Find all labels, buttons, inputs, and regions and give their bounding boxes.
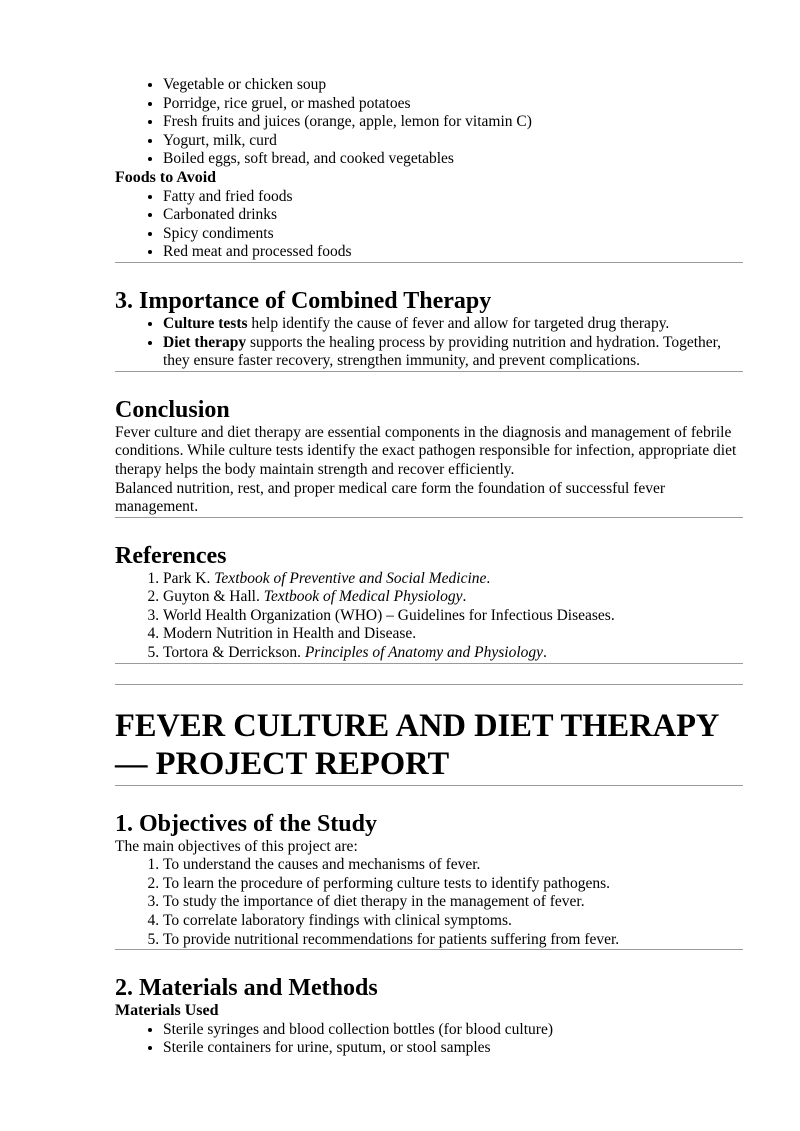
reference-author: Guyton & Hall. — [163, 588, 264, 606]
bold-term: Diet therapy — [163, 333, 247, 351]
materials-used-heading: Materials Used — [115, 1002, 219, 1020]
list-item: • Yogurt, milk, curd — [163, 132, 743, 151]
list-item: • Spicy condiments — [163, 225, 743, 244]
foods-to-eat-list — [115, 76, 743, 169]
reference-suffix: . — [543, 644, 547, 662]
list-item: • Carbonated drinks — [163, 206, 743, 225]
reference-suffix: . — [486, 569, 491, 587]
reference-author: Park K. — [163, 569, 215, 587]
list-item: 2. To learn the procedure of performing culture tests to identify pathogens. — [163, 875, 743, 894]
objectives-list — [115, 856, 743, 949]
foods-to-avoid-heading: Foods to Avoid — [115, 168, 217, 186]
list-item: 5. To provide nutritional recommendations for patients suffering from fever. — [163, 931, 743, 950]
list-item: • Vegetable or chicken soup — [163, 76, 743, 95]
list-item — [163, 334, 743, 371]
item-text: help identify the cause of fever and allow for targeted drug therapy. — [247, 314, 670, 332]
list-item: • Fresh fruits and juices (orange, apple, lemon for vitamin C) — [163, 113, 743, 132]
reference-item — [163, 607, 743, 626]
document-page — [115, 76, 743, 1058]
combined-therapy-heading: 3. Importance of Combined Therapy — [115, 287, 492, 314]
foods-to-avoid-list — [115, 188, 743, 262]
list-item: • Sterile syringes and blood collection bottles (for blood culture) — [163, 1021, 743, 1040]
objectives-heading: 1. Objectives of the Study — [115, 810, 377, 837]
list-item: • Boiled eggs, soft bread, and cooked vegetables — [163, 150, 743, 169]
item-text: supports the healing process by providing nutrition and hydration. Together, they ensure faster recovery, strengthen immunity, and prevent complications. — [163, 333, 722, 370]
reference-author: Modern Nutrition in Health and Disease. — [163, 625, 417, 643]
reference-item — [163, 570, 743, 589]
reference-item — [163, 644, 743, 663]
reference-item — [163, 588, 743, 607]
list-item: • Fatty and fried foods — [163, 188, 743, 207]
list-item: • Sterile containers for urine, sputum, or stool samples — [163, 1039, 743, 1058]
bold-term: Culture tests — [163, 314, 248, 332]
reference-author: Tortora & Derrickson. — [163, 644, 305, 662]
references-heading: References — [115, 542, 227, 569]
conclusion-paragraph: Fever culture and diet therapy are essential components in the diagnosis and management of febrile conditions. While culture tests identify the exact pathogen responsible for infection, appropriate diet therapy helps the body maintain strength and recover efficiently. — [115, 423, 737, 478]
conclusion-heading: Conclusion — [115, 396, 230, 423]
reference-title: Textbook of Medical Physiology — [263, 588, 463, 606]
list-item: 4. To correlate laboratory findings with clinical symptoms. — [163, 912, 743, 931]
objectives-intro: The main objectives of this project are: — [115, 837, 358, 855]
list-item: 3. To study the importance of diet therapy in the management of fever. — [163, 893, 743, 912]
reference-item — [163, 625, 743, 644]
materials-list — [115, 1021, 743, 1058]
reference-title: Principles of Anatomy and Physiology — [304, 644, 544, 662]
combined-therapy-list — [115, 315, 743, 371]
reference-title: Textbook of Preventive and Social Medicine — [214, 569, 487, 587]
conclusion-paragraph: Balanced nutrition, rest, and proper medical care form the foundation of successful fever management. — [115, 479, 666, 516]
report-title: FEVER CULTURE AND DIET THERAPY — PROJECT REPORT — [115, 707, 719, 782]
list-item: 1. To understand the causes and mechanisms of fever. — [163, 856, 743, 875]
materials-heading: 2. Materials and Methods — [115, 975, 378, 1002]
references-list — [115, 570, 743, 663]
list-item: • Porridge, rice gruel, or mashed potatoes — [163, 95, 743, 114]
list-item: • Red meat and processed foods — [163, 243, 743, 262]
list-item — [163, 315, 743, 334]
reference-author: World Health Organization (WHO) – Guidelines for Infectious Diseases. — [163, 606, 615, 624]
reference-suffix: . — [462, 588, 467, 606]
